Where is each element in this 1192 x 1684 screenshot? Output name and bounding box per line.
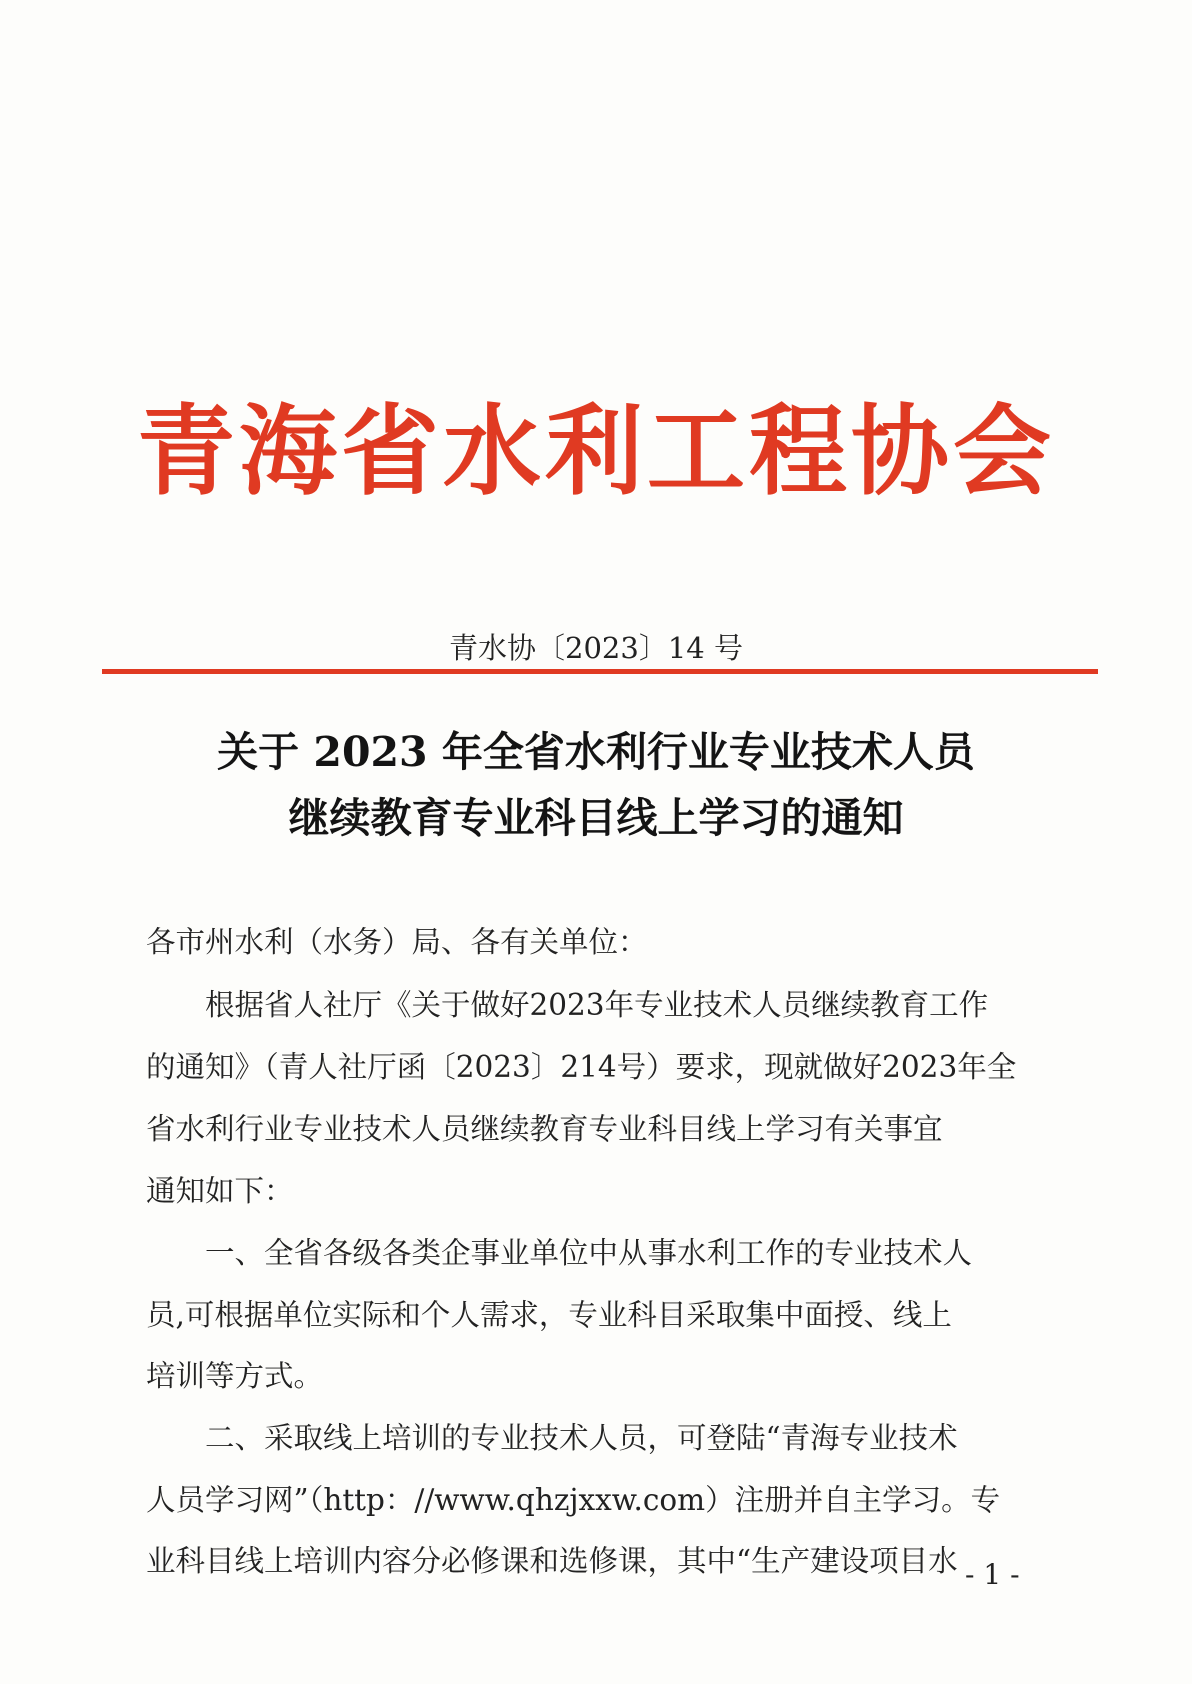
notice-title-line-2: 继续教育专业科目线上学习的通知 [288, 794, 904, 842]
body-text-line: 人员学习网”（http：//www.qhzjxxw.com）注册并自主学习。专 [146, 1483, 1001, 1517]
body-text-line: 业科目线上培训内容分必修课和选修课，其中“生产建设项目水 [146, 1544, 958, 1578]
page-number: - 1 - [965, 1558, 1020, 1591]
body-text-line: 一、全省各级各类企事业单位中从事水利工作的专业技术人 [146, 1236, 973, 1270]
salutation: 各市州水利（水务）局、各有关单位： [146, 925, 648, 959]
red-divider-line [102, 669, 1098, 674]
document-number: 青水协〔2023〕14 号 [449, 631, 743, 665]
body-text-line: 通知如下： [146, 1174, 294, 1208]
body-text-line: 员,可根据单位实际和个人需求，专业科目采取集中面授、线上 [146, 1298, 952, 1332]
organization-title: 青海省水利工程协会 [136, 394, 1055, 509]
notice-title-line-1: 关于 2023 年全省水利行业专业技术人员 [217, 728, 975, 776]
body-text-line: 培训等方式。 [146, 1359, 324, 1393]
body-text-line: 省水利行业专业技术人员继续教育专业科目线上学习有关事宜 [146, 1112, 943, 1146]
body-text-line: 根据省人社厅《关于做好2023年专业技术人员继续教育工作 [146, 988, 989, 1022]
body-text-line: 二、采取线上培训的专业技术人员，可登陆“青海专业技术 [146, 1421, 958, 1455]
body-text-line: 的通知》（青人社厅函〔2023〕214号）要求，现就做好2023年全 [146, 1050, 1017, 1084]
